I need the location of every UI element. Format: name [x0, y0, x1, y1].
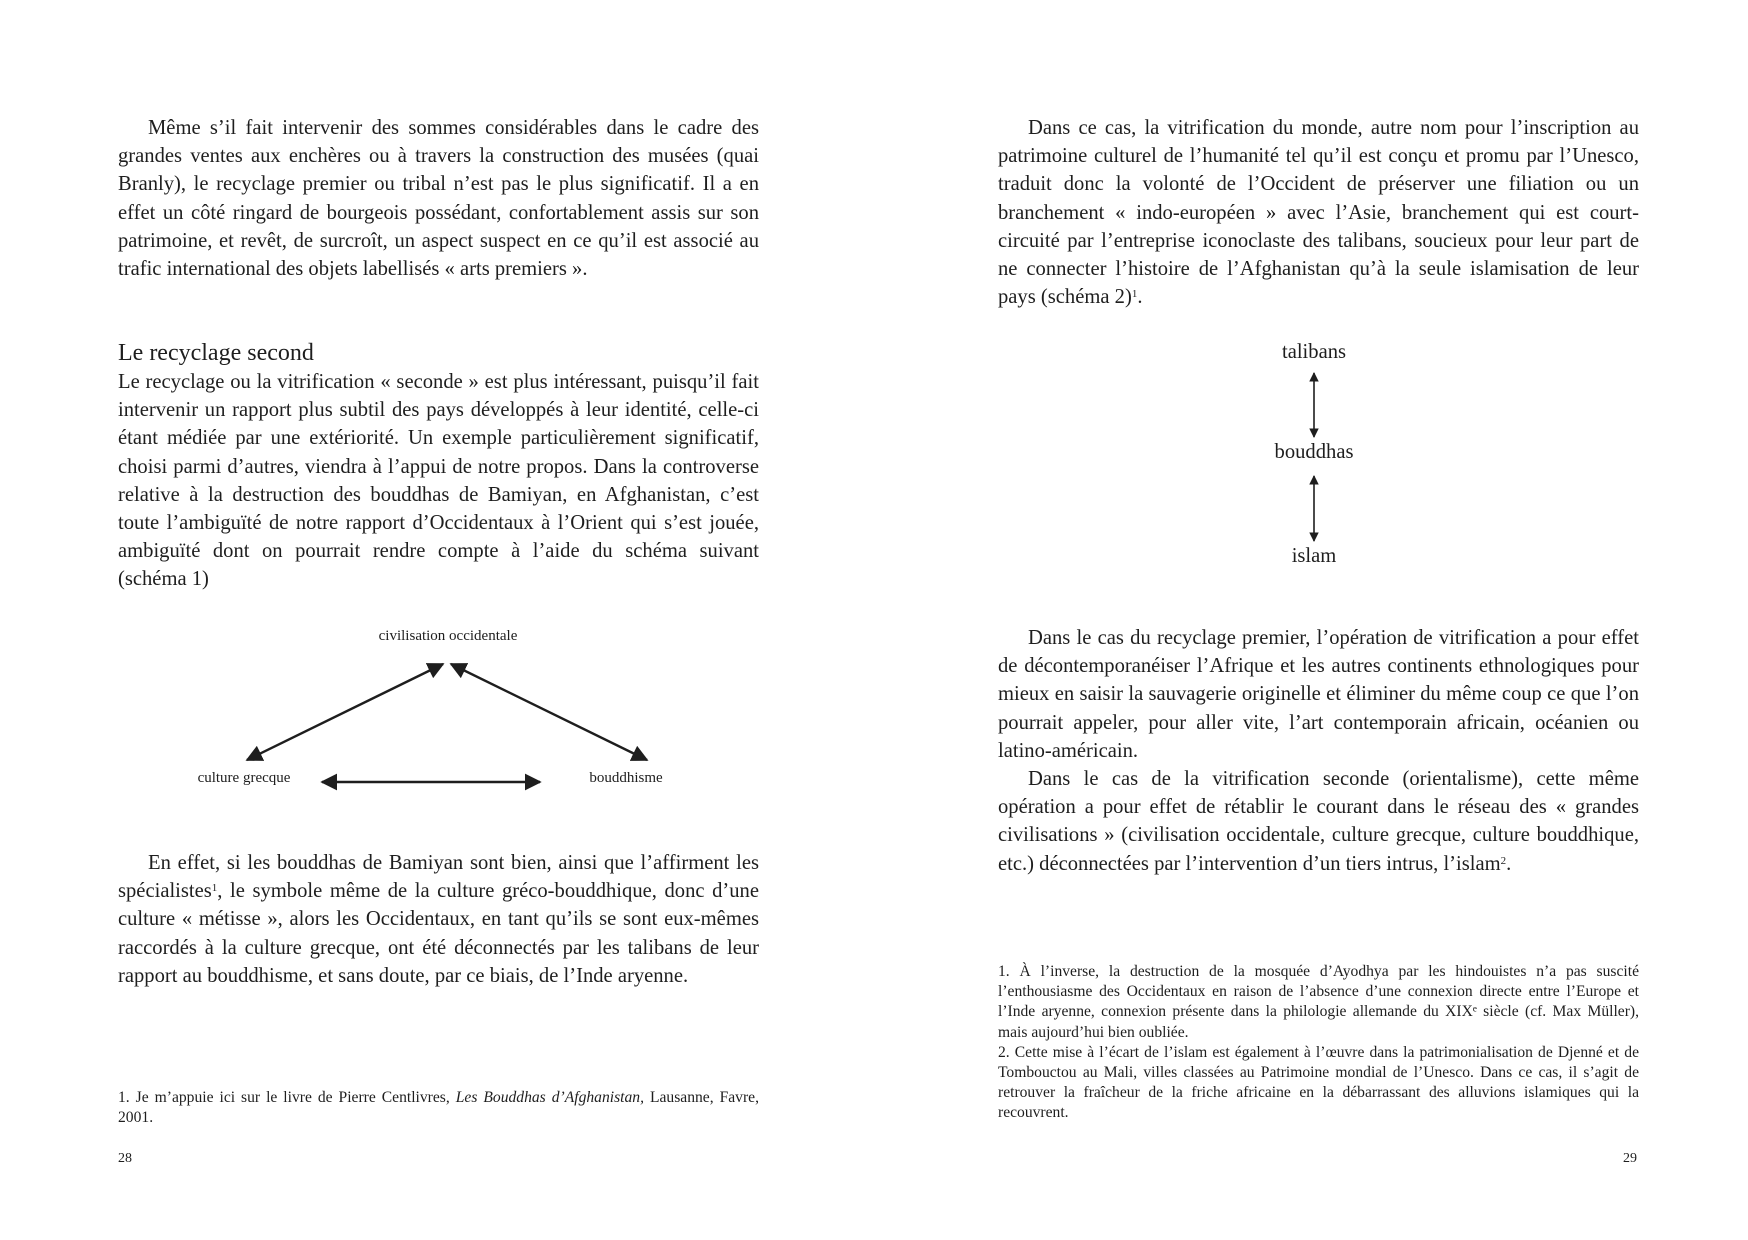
diagram-1-label-top: civilisation occidentale — [378, 628, 518, 644]
left-footnotes — [118, 1088, 759, 1128]
footnote-right-1: 1. À l’inverse, la destruction de la mosquée d’Ayodhya par les hindouistes n’a pas suscité l’enthousiasme des Occidentaux en raison de l’absence d’une connexion directe entre l’Europe et l’Inde aryenne, connexion présente dans la philologie allemande du XIXᵉ siècle (cf. Max Müller), mais aujourd’hui bien oubliée. — [998, 963, 1639, 1041]
right-paragraph-3-text: Dans le cas de la vitrification seconde (orientalisme), cette même opération a pour effet de rétablir le courant dans le réseau des « grandes civilisations » (civilisation occidentale, culture grecque, culture bouddhique, etc.) déconnectées par l’intervention d’un tiers intrus, l’islam — [998, 768, 1639, 875]
diagram-1-label-left: culture grecque — [197, 770, 291, 786]
right-page — [874, 0, 1748, 1240]
footnote-right-2: 2. Cette mise à l’écart de l’islam est également à l’œuvre dans la patrimonialisation de Djenné et de Tombouctou au Mali, villes classées au Patrimoine mondial de l’Unesco. Dans ce cas, il s’agit de retrouver la fraîcheur de la friche africaine en la débarrassant des alluvions islamiques qui la recouvrent. — [998, 1043, 1639, 1122]
section-paragraph: Le recyclage ou la vitrification « seconde » est plus intéressant, puisqu’il fait intervenir un rapport plus subtil des pays développés à leur identité, celle-ci étant médiée par une extériorité. Un exemple particulièrement significatif, choisi parmi d’autres, viendra à l’appui de notre propos. Dans la controverse relative à la destruction des bouddhas de Bamiyan, en Afghanistan, c’est toute l’ambiguïté de notre rapport d’Occidentaux à l’Orient qui s’est jouée, ambiguïté dont on pourrait rendre compte à l’aide du schéma suivant (schéma 1) — [118, 371, 759, 591]
right-paragraph-3 — [998, 765, 1639, 878]
diagram-2-label-top: talibans — [1281, 341, 1347, 363]
intro-paragraph: Même s’il fait intervenir des sommes considérables dans le cadre des grandes ventes aux enchères ou à travers la construction des musées (quai Branly), le recyclage premier ou tribal n’est pas le plus significatif. Il a en effet un côté ringard de bourgeois possédant, confortablement assis sur son patrimoine, et revêt, de surcroît, un aspect suspect en ce qu’il est associé au trafic international des objets labellisés « arts premiers ». — [118, 117, 759, 281]
right-footnotes — [998, 962, 1639, 1124]
page-number-left: 28 — [118, 1151, 132, 1166]
right-intro-text: Dans ce cas, la vitrification du monde, autre nom pour l’inscription au patrimoine culturel de l’humanité tel qu’il est conçu et promu par l’Unesco, traduit donc la volonté de l’Occident de préserver une filiation ou un branchement « indo-européen » avec l’Asie, branchement qui est court-circuité par l’entreprise iconoclaste des talibans, soucieux pour leur part de ne connecter l’histoire de l’Afghanistan qu’à la seule islamisation de leur pays (schéma 2) — [998, 117, 1639, 309]
diagram-2-label-bottom: islam — [1291, 545, 1337, 567]
arrow-left-to-top — [247, 664, 443, 760]
footnote-ref-1-right[interactable]: 1 — [1131, 288, 1138, 301]
diagram-2-label-middle: bouddhas — [1274, 441, 1354, 463]
right-intro-end: . — [1137, 286, 1143, 309]
closing-paragraph — [118, 849, 759, 990]
closing-paragraph-text-b: , le symbole même de la culture gréco-bouddhique, donc d’une culture « métisse », alors les Occidentaux, en tant qu’ils se sont eux-mêmes raccordés à la culture grecque, ont été déconnectés par les talibans de leur rapport au bouddhisme, et sans doute, par ce biais, de l’Inde aryenne. — [118, 880, 759, 987]
footnote-1-book-title: Les Bouddhas d’Afghanistan, — [455, 1089, 644, 1106]
footnote-1 — [118, 1088, 759, 1128]
section-heading: Le recyclage second — [118, 340, 314, 366]
footnote-ref-1[interactable]: 1 — [211, 882, 218, 895]
page-number-right: 29 — [1623, 1151, 1637, 1166]
closing-paragraph-text-a: En effet, si les bouddhas de Bamiyan sont bien, ainsi que l’affirment les spécialistes — [118, 852, 759, 903]
diagram-1-label-right: bouddhisme — [589, 770, 663, 786]
right-paragraph-3-end: . — [1506, 852, 1512, 875]
footnote-1-prefix: 1. Je m’appuie ici sur le livre de Pierre Centlivres, — [118, 1089, 456, 1106]
footnote-ref-2[interactable]: 2 — [1500, 854, 1507, 867]
closing-paragraph-block — [118, 849, 759, 990]
footnote-1-suffix: Lausanne, Favre, 2001. — [118, 1089, 759, 1127]
arrow-top-to-right — [451, 664, 647, 760]
right-paragraphs-block — [998, 624, 1639, 878]
right-paragraph-2: Dans le cas du recyclage premier, l’opération de vitrification a pour effet de décontemporanéiser l’Afrique et les autres continents ethnologiques pour mieux en saisir la sauvagerie originelle et éliminer du même coup ce que l’on pourrait appeler, pour aller vite, l’art contemporain africain, océanien ou latino-américain. — [998, 627, 1639, 762]
